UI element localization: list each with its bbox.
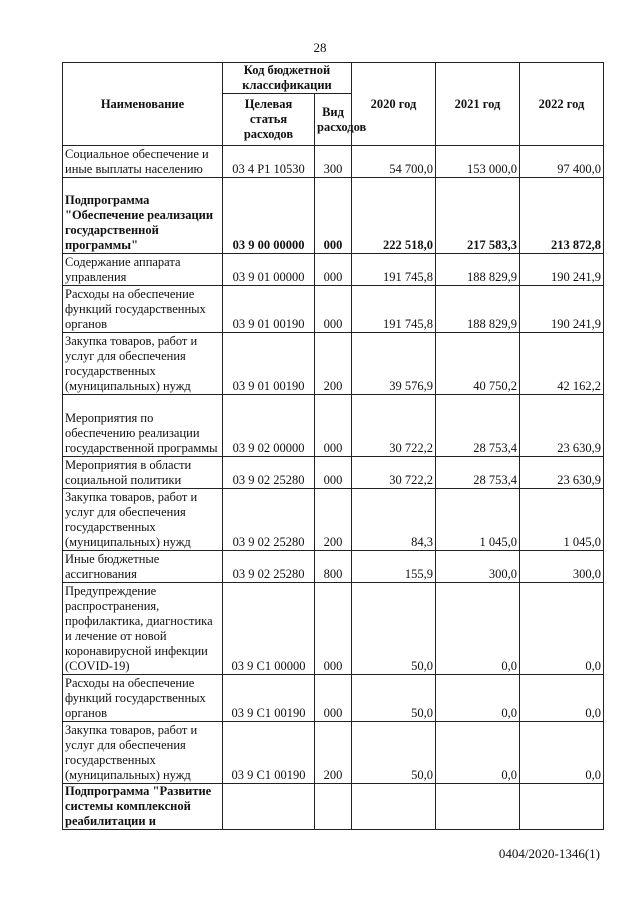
row-name: Подпрограмма "Обеспечение реализации государственной программы" [63,178,223,254]
row-value-2022: 23 630,9 [520,457,604,489]
header-target: Целевая статья расходов [223,94,315,146]
row-kind-code: 000 [315,457,352,489]
table-row [63,551,604,583]
header-code-group: Код бюджетной классификации [223,63,352,94]
row-value-2020 [352,784,436,830]
row-kind-code: 800 [315,551,352,583]
row-value-2022: 213 872,8 [520,178,604,254]
row-target-code: 03 9 01 00190 [223,286,315,333]
row-value-2020: 222 518,0 [352,178,436,254]
row-value-2021: 0,0 [436,675,520,722]
row-target-code [223,784,315,830]
row-target-code: 03 9 C1 00190 [223,675,315,722]
row-target-code: 03 9 01 00000 [223,254,315,286]
row-name: Расходы на обеспечение функций государственных органов [63,675,223,722]
row-value-2022: 97 400,0 [520,146,604,178]
row-kind-code: 200 [315,333,352,395]
row-value-2021: 0,0 [436,583,520,675]
table-row [63,395,604,457]
row-value-2022: 23 630,9 [520,395,604,457]
row-value-2021: 28 753,4 [436,457,520,489]
row-value-2021: 0,0 [436,722,520,784]
row-kind-code: 000 [315,675,352,722]
table-row [63,286,604,333]
row-value-2022 [520,784,604,830]
row-target-code: 03 9 00 00000 [223,178,315,254]
table-row [63,784,604,830]
row-kind-code: 000 [315,395,352,457]
table-row [63,254,604,286]
row-value-2020: 191 745,8 [352,286,436,333]
table-row [63,489,604,551]
row-value-2021: 188 829,9 [436,286,520,333]
table-row [63,146,604,178]
row-value-2020: 30 722,2 [352,395,436,457]
row-target-code: 03 9 02 25280 [223,489,315,551]
row-name: Мероприятия в области социальной политики [63,457,223,489]
header-2020: 2020 год [352,63,436,146]
row-name: Закупка товаров, работ и услуг для обеспечения государственных (муниципальных) нужд [63,722,223,784]
row-name: Расходы на обеспечение функций государственных органов [63,286,223,333]
row-target-code: 03 9 C1 00000 [223,583,315,675]
row-kind-code [315,784,352,830]
row-kind-code: 200 [315,722,352,784]
row-value-2020: 30 722,2 [352,457,436,489]
table-row [63,333,604,395]
budget-table [62,62,604,830]
header-kind: Вид расходов [315,94,352,146]
row-value-2022: 300,0 [520,551,604,583]
row-value-2022: 1 045,0 [520,489,604,551]
table-row [63,583,604,675]
header-2021: 2021 год [436,63,520,146]
row-kind-code: 200 [315,489,352,551]
row-value-2022: 0,0 [520,722,604,784]
table-row [63,675,604,722]
row-value-2021: 40 750,2 [436,333,520,395]
row-value-2020: 191 745,8 [352,254,436,286]
document-code: 0404/2020-1346(1) [498,846,600,861]
row-value-2021: 28 753,4 [436,395,520,457]
row-value-2020: 50,0 [352,722,436,784]
page-number: 28 [313,40,327,55]
table-row [63,178,604,254]
header-2022: 2022 год [520,63,604,146]
row-value-2021: 153 000,0 [436,146,520,178]
row-value-2021: 1 045,0 [436,489,520,551]
row-value-2021: 300,0 [436,551,520,583]
row-name: Социальное обеспечение и иные выплаты населению [63,146,223,178]
row-name: Мероприятия по обеспечению реализации государственной программы [63,395,223,457]
row-name: Иные бюджетные ассигнования [63,551,223,583]
row-value-2022: 0,0 [520,675,604,722]
row-value-2020: 84,3 [352,489,436,551]
header-name: Наименование [63,63,223,146]
row-kind-code: 000 [315,254,352,286]
row-name: Предупреждение распространения, профилактика, диагностика и лечение от новой коронавирусной инфекции (COVID-19) [63,583,223,675]
row-value-2021: 188 829,9 [436,254,520,286]
row-kind-code: 000 [315,286,352,333]
row-target-code: 03 9 C1 00190 [223,722,315,784]
row-value-2021: 217 583,3 [436,178,520,254]
row-target-code: 03 4 P1 10530 [223,146,315,178]
row-value-2022: 190 241,9 [520,254,604,286]
row-target-code: 03 9 02 25280 [223,551,315,583]
row-value-2022: 42 162,2 [520,333,604,395]
row-value-2020: 50,0 [352,675,436,722]
row-value-2020: 54 700,0 [352,146,436,178]
row-target-code: 03 9 01 00190 [223,333,315,395]
table-row [63,457,604,489]
row-kind-code: 000 [315,178,352,254]
row-value-2020: 155,9 [352,551,436,583]
row-value-2022: 0,0 [520,583,604,675]
row-value-2022: 190 241,9 [520,286,604,333]
row-name: Закупка товаров, работ и услуг для обеспечения государственных (муниципальных) нужд [63,489,223,551]
row-name: Подпрограмма "Развитие системы комплексной реабилитации и [63,784,223,830]
row-name: Содержание аппарата управления [63,254,223,286]
row-kind-code: 300 [315,146,352,178]
row-value-2021 [436,784,520,830]
row-value-2020: 39 576,9 [352,333,436,395]
row-value-2020: 50,0 [352,583,436,675]
table-row [63,722,604,784]
row-target-code: 03 9 02 00000 [223,395,315,457]
row-name: Закупка товаров, работ и услуг для обеспечения государственных (муниципальных) нужд [63,333,223,395]
row-target-code: 03 9 02 25280 [223,457,315,489]
row-kind-code: 000 [315,583,352,675]
